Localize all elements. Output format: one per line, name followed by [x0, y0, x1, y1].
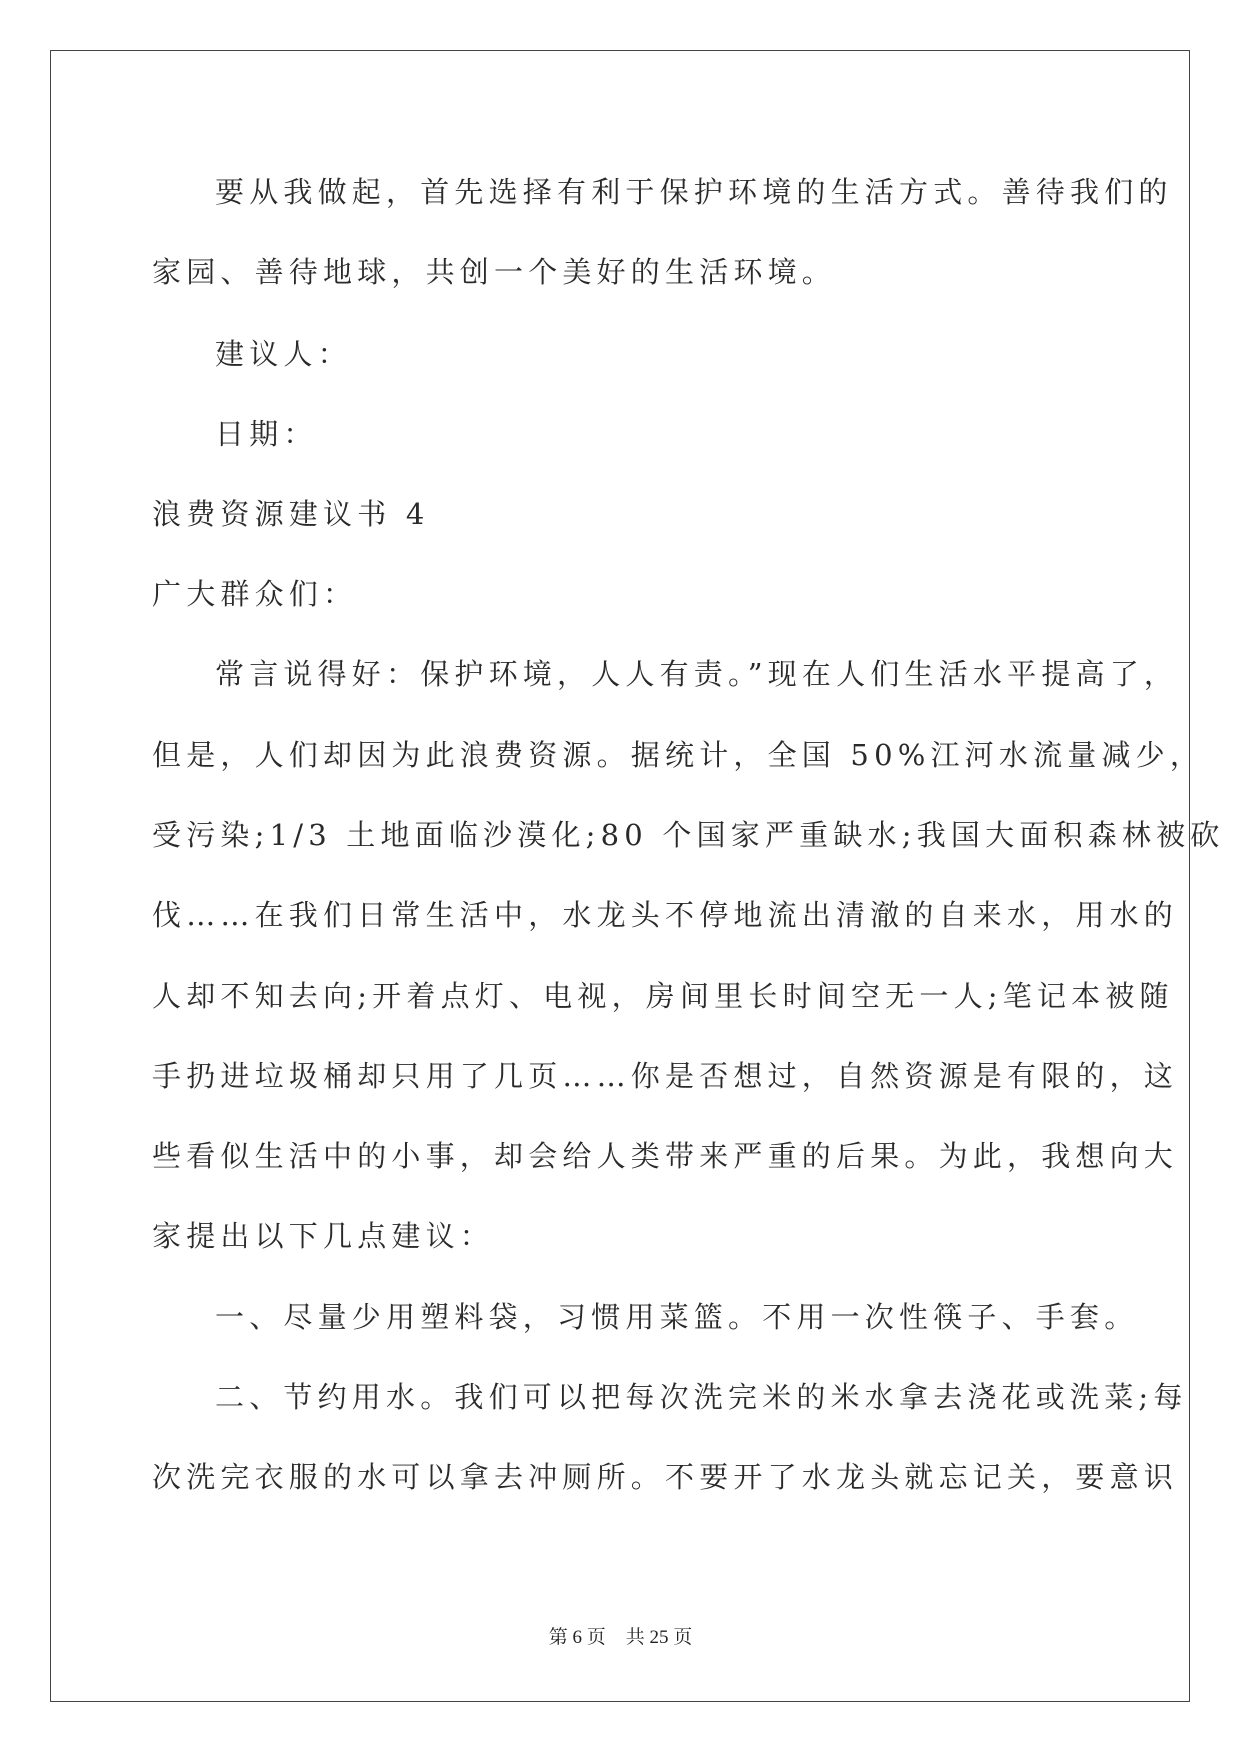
paragraph-line: 次洗完衣服的水可以拿去冲厕所。不要开了水龙头就忘记关，要意识: [152, 1460, 1179, 1494]
page-number: 第 6 页: [548, 1627, 606, 1648]
page-border: [50, 50, 1190, 1702]
page-total: 共 25 页: [625, 1627, 693, 1648]
page-footer: [0, 1626, 1241, 1650]
suggestion-item: 一、尽量少用塑料袋，习惯用菜篮。不用一次性筷子、手套。: [215, 1300, 1139, 1334]
paragraph-line: 人却不知去向;开着点灯、电视，房间里长时间空无一人;笔记本被随: [152, 979, 1174, 1013]
section-title: 浪费资源建议书 4: [152, 497, 430, 531]
paragraph-line: 家提出以下几点建议：: [152, 1219, 495, 1253]
paragraph-line: 受污染;1/3 土地面临沙漠化;80 个国家严重缺水;我国大面积森林被砍: [152, 818, 1225, 852]
paragraph-line: 家园、善待地球，共创一个美好的生活环境。: [152, 255, 837, 289]
paragraph-line: 要从我做起，首先选择有利于保护环境的生活方式。善待我们的: [215, 175, 1173, 209]
paragraph-line: 手扔进垃圾桶却只用了几页……你是否想过，自然资源是有限的，这: [152, 1059, 1179, 1093]
paragraph-line: 但是，人们却因为此浪费资源。据统计，全国 50%江河水流量减少，: [152, 738, 1205, 772]
date-label: 日期：: [215, 417, 318, 451]
paragraph-line: 伐……在我们日常生活中，水龙头不停地流出清澈的自来水，用水的: [152, 898, 1179, 932]
suggestion-item: 二、节约用水。我们可以把每次洗完米的米水拿去浇花或洗菜;每: [215, 1380, 1188, 1414]
paragraph-line: 些看似生活中的小事，却会给人类带来严重的后果。为此，我想向大: [152, 1139, 1179, 1173]
salutation: 广大群众们：: [152, 577, 358, 611]
signature-label: 建议人：: [215, 337, 352, 371]
paragraph-line: 常言说得好：保护环境，人人有责。”现在人们生活水平提高了，: [215, 657, 1179, 691]
